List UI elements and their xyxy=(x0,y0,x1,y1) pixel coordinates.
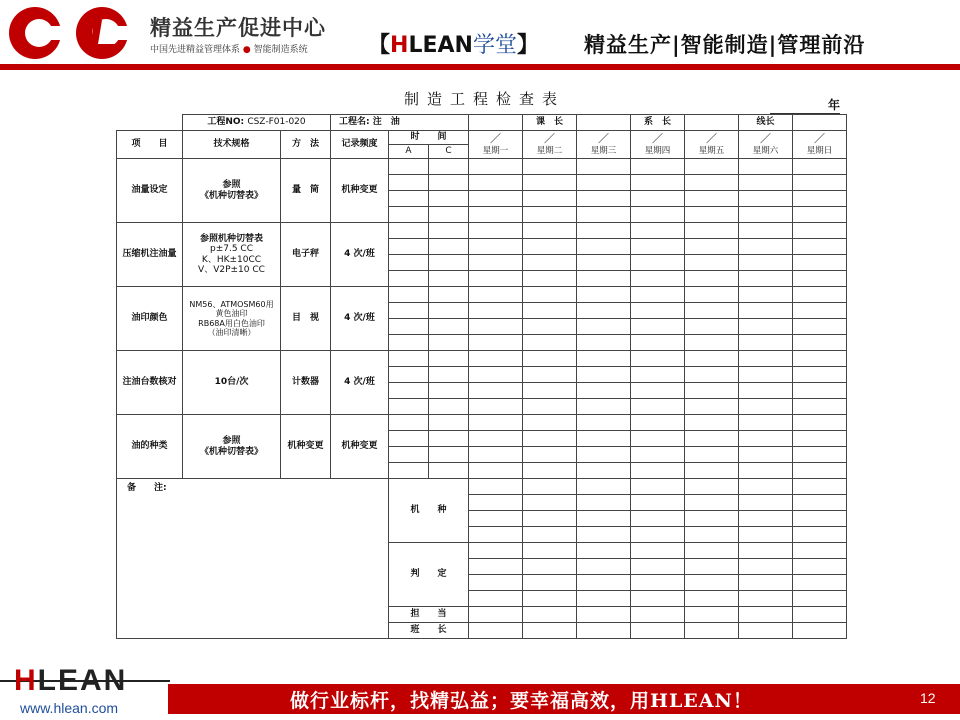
col-day-4: ／ 星期四 xyxy=(631,131,685,159)
in-charge-label: 担 当 xyxy=(389,607,469,623)
table-row xyxy=(117,223,847,239)
item-name: 压缩机注油量 xyxy=(117,223,183,287)
line-chief-label: 线长 xyxy=(739,115,793,131)
col-item: 项 目 xyxy=(117,131,183,159)
judge-label: 判 定 xyxy=(389,543,469,607)
col-day-7: ／ 星期日 xyxy=(793,131,847,159)
footer-url[interactable]: www.hlean.com xyxy=(20,700,119,716)
year-field: 年 xyxy=(770,96,840,114)
model-label: 机 种 xyxy=(389,479,469,543)
hlean-logo: HLEAN xyxy=(14,664,128,697)
item-method: 量 筒 xyxy=(281,159,331,223)
item-spec: 参照 《机种切替表》 xyxy=(183,415,281,479)
col-freq: 记录频度 xyxy=(331,131,389,159)
dept-chief-label: 系 长 xyxy=(631,115,685,131)
col-day-1: ／ 星期一 xyxy=(469,131,523,159)
col-shift-c: C xyxy=(429,145,469,159)
process-no-cell: 工程NO: CSZ-F01-020 xyxy=(183,115,331,131)
table-row xyxy=(117,115,847,131)
header-slogan: 精益生产|智能制造|管理前沿 xyxy=(584,33,866,57)
item-name: 油印颜色 xyxy=(117,287,183,351)
table-row xyxy=(117,159,847,175)
brand-name: 精益生产促进中心 xyxy=(150,16,326,40)
table-row xyxy=(117,415,847,431)
col-spec: 技术规格 xyxy=(183,131,281,159)
col-method: 方 法 xyxy=(281,131,331,159)
item-freq: 机种变更 xyxy=(331,159,389,223)
cc-logo-icon xyxy=(6,4,134,62)
inspection-table xyxy=(116,114,847,639)
item-freq: 4 次/班 xyxy=(331,223,389,287)
page-number: 12 xyxy=(920,690,936,706)
item-freq: 机种变更 xyxy=(331,415,389,479)
col-day-2: ／ 星期二 xyxy=(523,131,577,159)
item-method: 目 视 xyxy=(281,287,331,351)
item-spec: 参照机种切替表 p±7.5 CC K、HK±10CC V、V2P±10 CC xyxy=(183,223,281,287)
section-chief-label: 课 长 xyxy=(523,115,577,131)
table-row xyxy=(117,351,847,367)
brand-subtitle: 中国先进精益管理体系 ● 智能制造系统 xyxy=(150,45,308,55)
hlean-academy-tag: 【HLEAN学堂】 xyxy=(368,33,539,58)
col-day-5: ／ 星期五 xyxy=(685,131,739,159)
document-title: 制造工程检查表 xyxy=(404,90,566,108)
col-day-6: ／ 星期六 xyxy=(739,131,793,159)
item-method: 计数器 xyxy=(281,351,331,415)
item-spec: 参照 《机种切替表》 xyxy=(183,159,281,223)
team-leader-label: 班 长 xyxy=(389,623,469,639)
item-spec: 10台/次 xyxy=(183,351,281,415)
footer-slogan: 做行业标杆，找精弘益；要幸福高效，用HLEAN！ xyxy=(290,690,753,712)
slide-header xyxy=(0,0,960,72)
col-time: 时 间 xyxy=(389,131,469,145)
col-day-3: ／ 星期三 xyxy=(577,131,631,159)
item-freq: 4 次/班 xyxy=(331,351,389,415)
table-header-row xyxy=(117,131,847,145)
notes-cell: 备 注: xyxy=(117,479,389,639)
item-spec: NM56、ATMOSM60用 黄色油印 RB68A用白色油印 （油印清晰） xyxy=(183,287,281,351)
table-row xyxy=(117,287,847,303)
col-shift-a: A xyxy=(389,145,429,159)
item-freq: 4 次/班 xyxy=(331,287,389,351)
process-name-cell: 工程名: 注 油 xyxy=(331,115,469,131)
item-method: 电子秤 xyxy=(281,223,331,287)
item-method: 机种变更 xyxy=(281,415,331,479)
header-divider xyxy=(0,64,960,70)
item-name: 油的种类 xyxy=(117,415,183,479)
item-name: 注油台数核对 xyxy=(117,351,183,415)
item-name: 油量设定 xyxy=(117,159,183,223)
table-row xyxy=(117,479,847,495)
